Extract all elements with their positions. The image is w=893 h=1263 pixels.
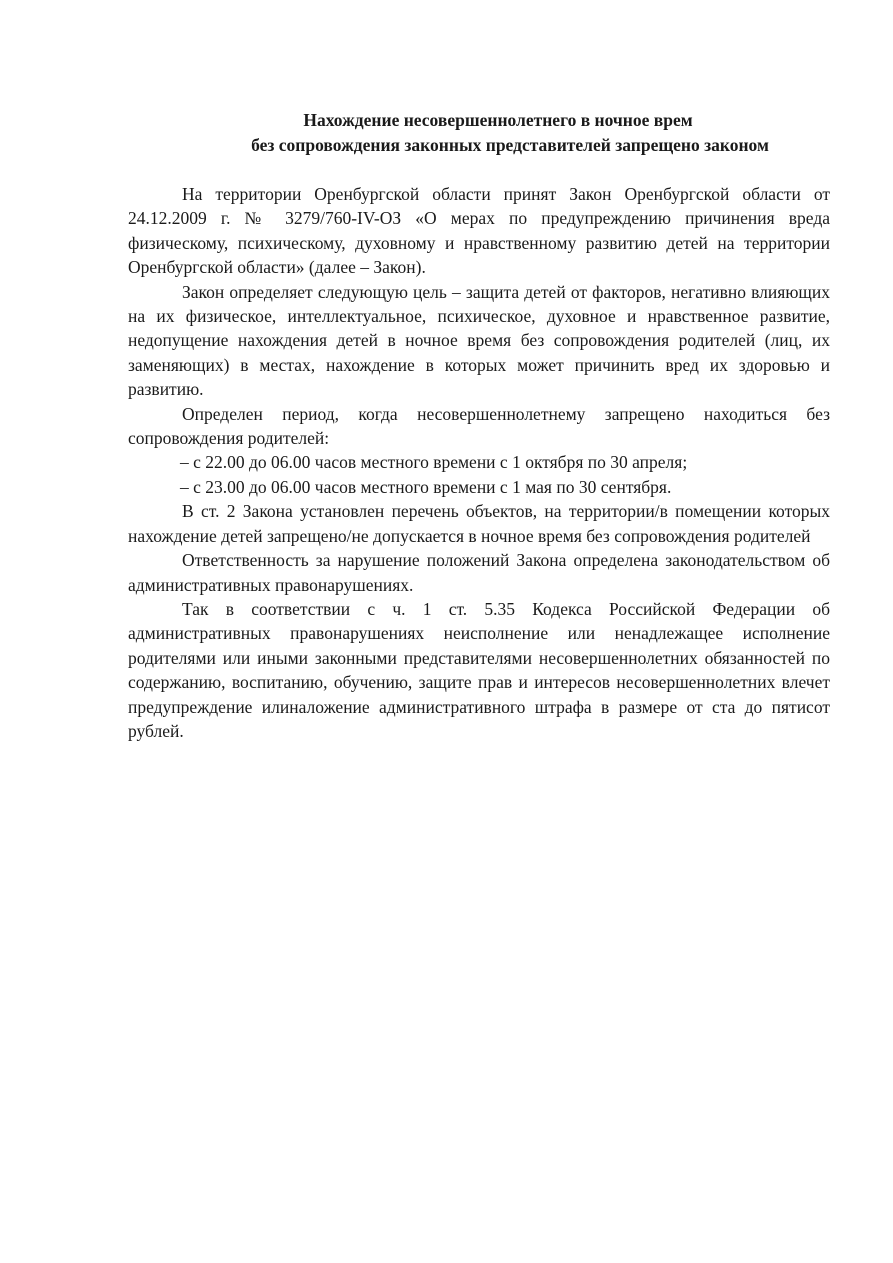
list-item-winter-period: – с 22.00 до 06.00 часов местного времени с 1 октября по 30 апреля; [180, 452, 688, 473]
paragraph-law-adopted: На территории Оренбургской области принят Закон Оренбургской области от 24.12.2009 г. № 3279/760-IV-ОЗ «О мерах по предупреждению причинения вреда физическому, психическому, духовному и нравственному развитию детей на территории Оренбургской области» (далее – Закон). [128, 184, 830, 278]
paragraph-law-goal: Закон определяет следующую цель – защита детей от факторов, негативно влияющих на их физическое, интеллектуальное, психическое, духовное и нравственное развитие, недопущение нахождения детей в ночное время без сопровождения родителей (лиц, их заменяющих) в местах, нахождение в которых может причинить вред их здоровью и развитию. [128, 281, 830, 400]
paragraph-article-2: В ст. 2 Закона установлен перечень объектов, на территории/в помещении которых нахождение детей запрещено/не допускается в ночное время без сопровождения родителей [128, 501, 830, 546]
list-item-summer-period: – с 23.00 до 06.00 часов местного времени с 1 мая по 30 сентября. [180, 476, 672, 497]
paragraph-responsibility: Ответственность за нарушение положений Закона определена законодательством об административных правонарушениях. [128, 550, 830, 595]
document-body [128, 182, 830, 743]
title-line-1: Нахождение несовершеннолетнего в ночное врем [303, 110, 693, 130]
title-line-2: без сопровождения законных представителей запрещено законом [251, 135, 769, 155]
paragraph-penalty: Так в соответствии с ч. 1 ст. 5.35 Кодекса Российской Федерации об административных правонарушениях неисполнение или ненадлежащее исполнение родителями или иными законными представителями несовершеннолетних обязанностей по содержанию, воспитанию, обучению, защите прав и интересов несовершеннолетних влечет предупреждение илиналожение административного штрафа в размере от ста до пятисот рублей. [128, 598, 830, 741]
document-title [180, 108, 840, 158]
paragraph-period: Определен период, когда несовершеннолетнему запрещено находиться без сопровождения родителей: [128, 403, 830, 449]
